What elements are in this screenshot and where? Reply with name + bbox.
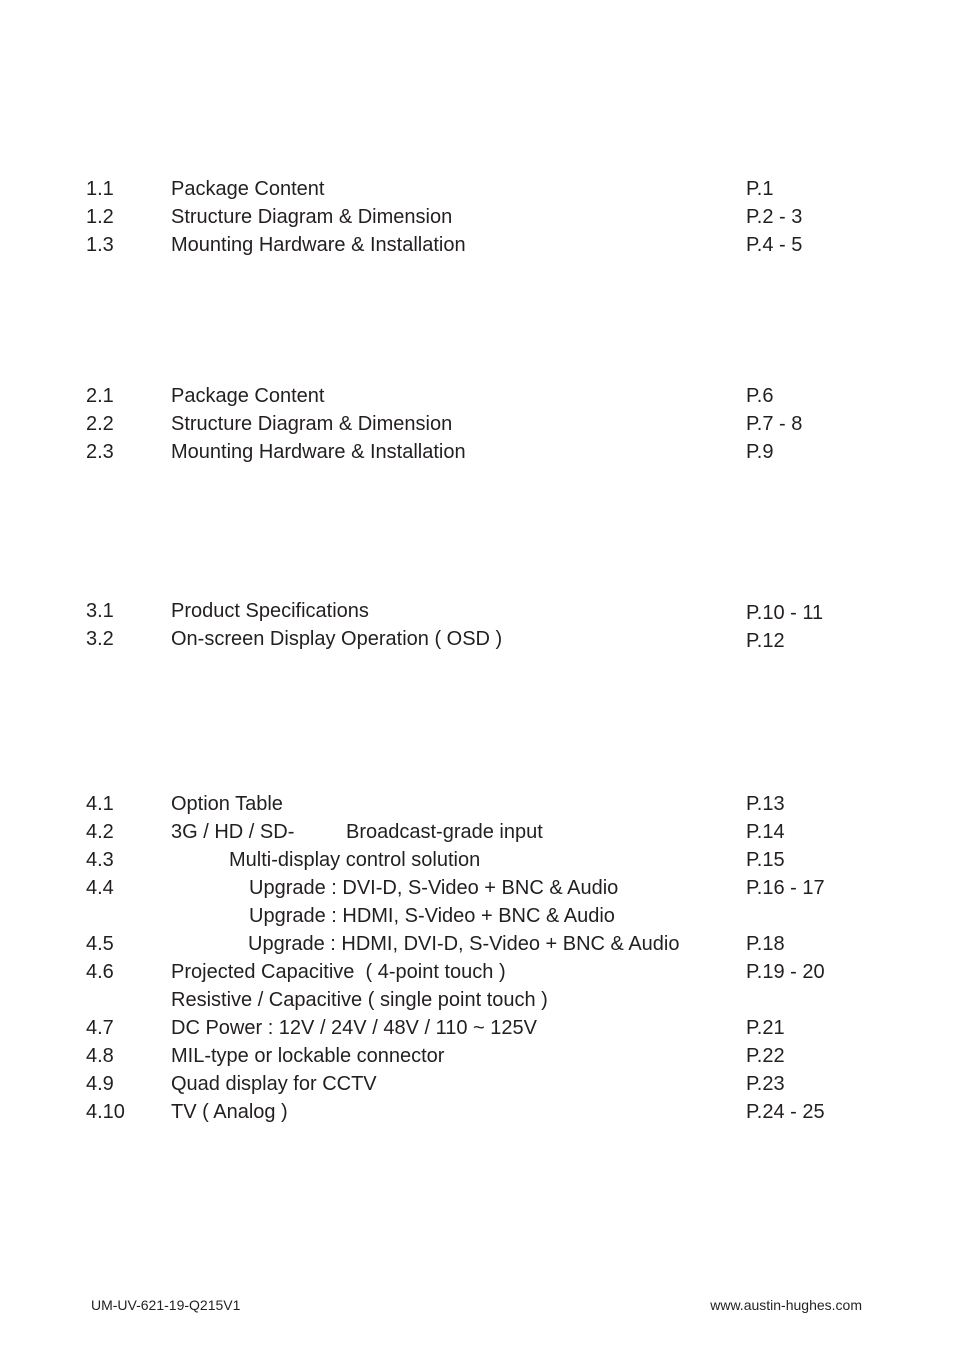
entry-title: Mounting Hardware & Installation [171,234,466,256]
entry-page: P.24 - 25 [746,1101,825,1123]
toc-entry-1-3 [0,231,954,259]
entry-number: 4.4 [86,877,114,899]
entry-number: 2.1 [86,385,114,407]
entry-page: P.10 - 11 [746,602,824,624]
entry-title: Upgrade : HDMI, S-Video + BNC & Audio [249,905,615,927]
entry-page: P.2 - 3 [746,206,803,228]
entry-title: Package Content [171,385,325,407]
entry-title: On-screen Display Operation ( OSD ) [171,628,503,650]
toc-entry-4-3 [0,846,954,874]
entry-title: Package Content [171,178,325,200]
entry-number: 2.2 [86,413,114,435]
entry-number: 3.2 [86,628,114,650]
toc-entry-4-1 [0,790,954,818]
entry-title: Structure Diagram & Dimension [171,206,453,228]
entry-title: MIL-type or lockable connector [171,1045,445,1067]
entry-page: P.15 [746,849,785,871]
entry-number: 4.1 [86,793,114,815]
toc-entry-4-6b [0,986,954,1014]
entry-title: Option Table [171,793,283,815]
toc-entry-2-3 [0,438,954,466]
toc-entry-4-4b [0,902,954,930]
toc-entry-3-1 [0,597,954,625]
entry-number: 1.2 [86,206,114,228]
entry-page: P.22 [746,1045,785,1067]
entry-number: 4.6 [86,961,114,983]
entry-page: P.7 - 8 [746,413,803,435]
entry-number: 4.2 [86,821,114,843]
toc-entry-3-2 [0,625,954,653]
entry-page: P.12 [746,630,785,652]
entry-title: Resistive / Capacitive ( single point touch ) [171,989,548,1011]
toc-entry-1-2 [0,203,954,231]
toc-entry-4-6 [0,958,954,986]
entry-page: P.16 - 17 [746,877,825,899]
entry-page: P.4 - 5 [746,234,803,256]
entry-page: P.14 [746,821,785,843]
toc-entry-4-5 [0,930,954,958]
entry-number: 4.8 [86,1045,114,1067]
entry-page: P.21 [746,1017,785,1039]
entry-title: TV ( Analog ) [171,1101,288,1123]
entry-title-continued: Broadcast-grade input [346,821,543,843]
entry-page: P.1 [746,178,774,200]
footer-document-code: UM-UV-621-19-Q215V1 [91,1297,241,1313]
entry-number: 1.3 [86,234,114,256]
toc-entry-1-1 [0,175,954,203]
toc-entry-4-2 [0,818,954,846]
toc-entry-4-10 [0,1098,954,1126]
entry-number: 2.3 [86,441,114,463]
entry-number: 4.9 [86,1073,114,1095]
toc-entry-4-4 [0,874,954,902]
entry-page: P.19 - 20 [746,961,825,983]
entry-title: Product Specifications [171,600,369,622]
entry-number: 3.1 [86,600,114,622]
footer-website: www.austin-hughes.com [710,1297,862,1313]
toc-entry-4-8 [0,1042,954,1070]
toc-entry-2-2 [0,410,954,438]
toc-entry-4-7 [0,1014,954,1042]
entry-number: 4.10 [86,1101,125,1123]
entry-title: Structure Diagram & Dimension [171,413,453,435]
entry-number: 4.5 [86,933,114,955]
entry-page: P.9 [746,441,774,463]
entry-title: Projected Capacitive ( 4-point touch ) [171,961,506,983]
entry-page: P.6 [746,385,774,407]
entry-page: P.13 [746,793,785,815]
entry-title: 3G / HD / SD- [171,821,295,843]
entry-number: 4.7 [86,1017,114,1039]
entry-title: DC Power : 12V / 24V / 48V / 110 ~ 125V [171,1017,537,1039]
entry-page: P.18 [746,933,785,955]
toc-entry-4-9 [0,1070,954,1098]
entry-title: Upgrade : HDMI, DVI-D, S-Video + BNC & Audio [248,933,680,955]
entry-title: Upgrade : DVI-D, S-Video + BNC & Audio [249,877,619,899]
entry-title: Mounting Hardware & Installation [171,441,466,463]
entry-page: P.23 [746,1073,785,1095]
toc-entry-2-1 [0,382,954,410]
entry-number: 1.1 [86,178,114,200]
entry-title: Multi-display control solution [229,849,481,871]
entry-title: Quad display for CCTV [171,1073,377,1095]
entry-number: 4.3 [86,849,114,871]
